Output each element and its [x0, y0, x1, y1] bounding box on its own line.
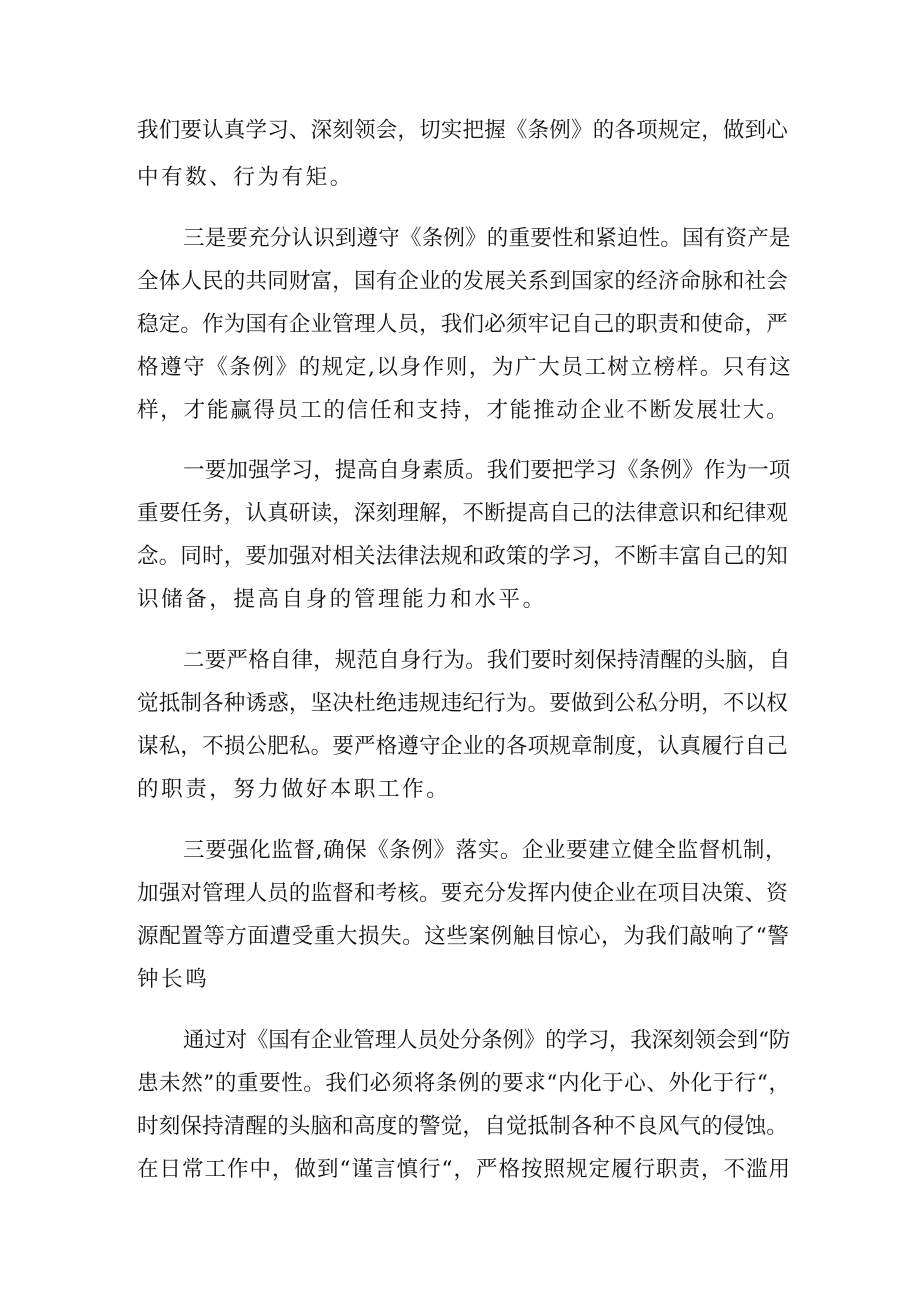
text-line: 识储备，提高自身的管理能力和水平。 [137, 587, 547, 612]
text-line: 患未然”的重要性。我们必须将条例的要求“内化于心、外化于行“， [137, 1071, 791, 1096]
text-line: 中有数、行为有矩。 [137, 165, 354, 190]
text-line: 稳定。作为国有企业管理人员，我们必须牢记自己的职责和使命，严 [137, 312, 789, 337]
text-line: 觉抵制各种诱惑，坚决杜绝违规违纪行为。要做到公私分明，不以权 [137, 691, 789, 716]
text-line: 在日常工作中，做到“谨言慎行“，严格按照规定履行职责，不滥用 [137, 1157, 791, 1182]
text-line: 时刻保持清醒的头脑和高度的警觉，自觉抵制各种不良风气的侵蚀。 [137, 1114, 789, 1139]
text-line: 全体人民的共同财富，国有企业的发展关系到国家的经济命脉和社会 [137, 269, 789, 294]
text-line: 重要任务，认真研读，深刻理解，不断提高自己的法律意识和纪律观 [137, 501, 789, 526]
text-line: 谋私，不损公肥私。要严格遵守企业的各项规章制度，认真履行自己 [137, 734, 789, 759]
text-line: 念。同时，要加强对相关法律法规和政策的学习，不断丰富自己的知 [137, 544, 789, 569]
text-line: 二要严格自律，规范自身行为。我们要时刻保持清醒的头脑，自 [183, 648, 791, 673]
text-line: 的职责，努力做好本职工作。 [137, 777, 451, 802]
text-line: 源配置等方面遭受重大损失。这些案例触目惊心，为我们敲响了“警 [137, 924, 790, 949]
text-line: 一要加强学习，提高自身素质。我们要把学习《条例》作为一项 [183, 458, 791, 483]
text-line: 钟长鸣 [137, 967, 210, 992]
text-line: 加强对管理人员的监督和考核。要充分发挥内使企业在项目决策、资 [137, 881, 789, 906]
text-line: 三要强化监督,确保《条例》落实。企业要建立健全监督机制， [183, 838, 788, 863]
text-line: 我们要认真学习、深刻领会，切实把握《条例》的各项规定，做到心 [137, 118, 789, 143]
text-line: 格遵守《条例》的规定,以身作则，为广大员工树立榜样。只有这 [137, 355, 793, 380]
text-line: 通过对《国有企业管理人员处分条例》的学习，我深刻领会到“防 [183, 1028, 791, 1053]
text-line: 三是要充分认识到遵守《条例》的重要性和紧迫性。国有资产是 [183, 226, 791, 251]
text-line: 样，才能赢得员工的信任和支持，才能推动企业不断发展壮大。 [137, 398, 790, 423]
